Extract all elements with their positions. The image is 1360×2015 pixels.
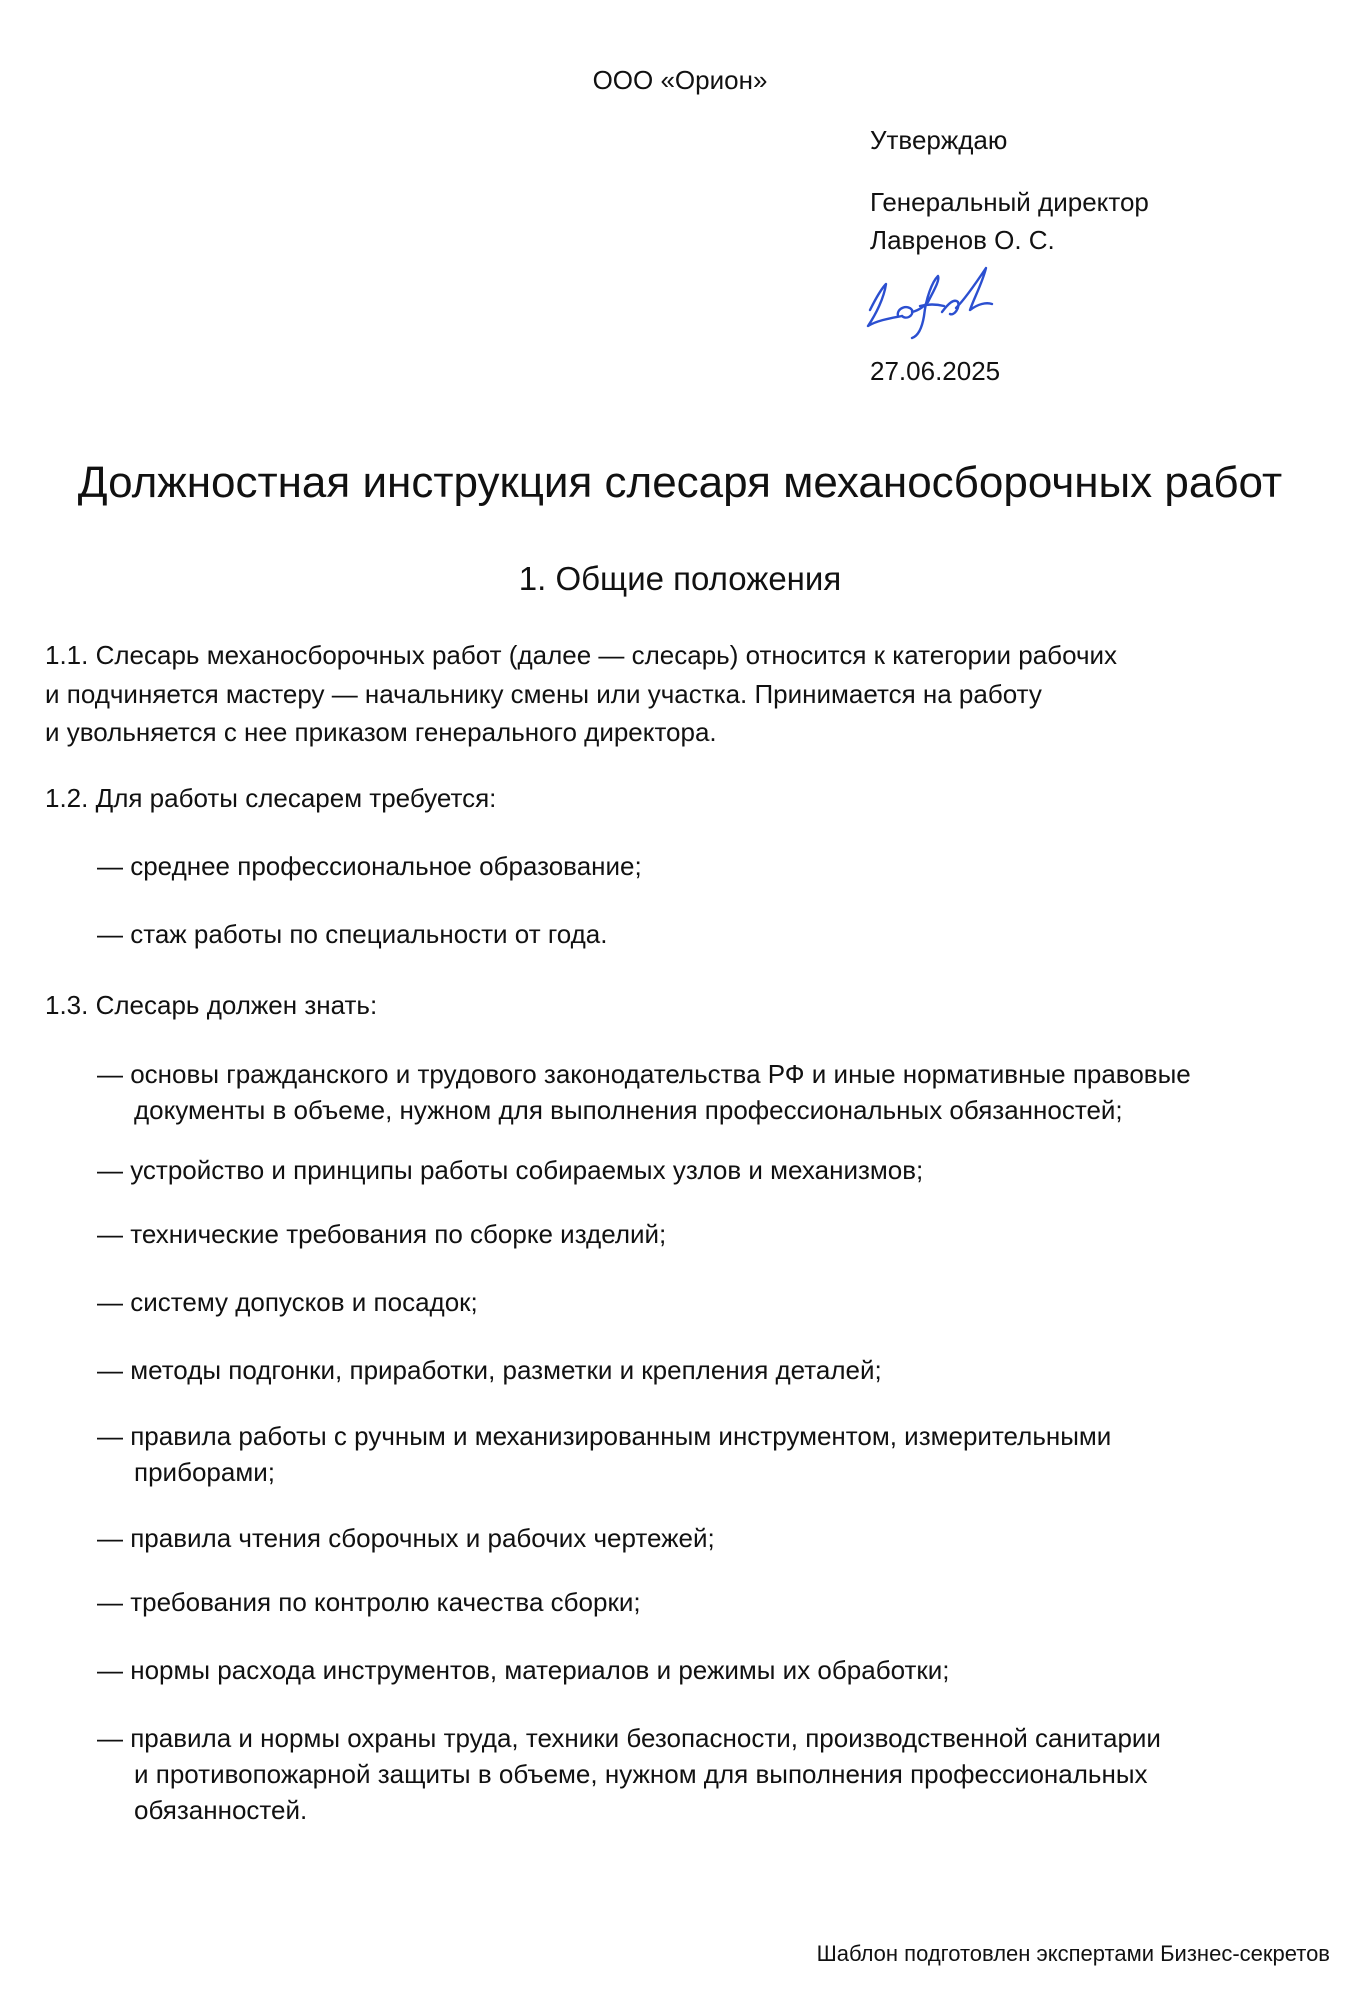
list-item <box>97 1720 1337 1828</box>
clause-heading: 1.3. Слесарь должен знать: <box>45 990 378 1020</box>
list-item-text: документы в объеме, нужном для выполнения профессиональных обязанностей; <box>134 1095 1123 1125</box>
list-item-text: — технические требования по сборке изделий; <box>97 1219 667 1249</box>
list-item <box>97 1216 1337 1252</box>
clause-heading: 1.2. Для работы слесарем требуется: <box>45 783 497 813</box>
list-item-text: — правила чтения сборочных и рабочих чертежей; <box>97 1523 715 1553</box>
clause-line: и увольняется с нее приказом генерального директора. <box>45 717 717 747</box>
clause-1-3 <box>45 986 1335 1025</box>
list-item <box>97 1652 1337 1688</box>
approval-name: Лавренов О. С. <box>870 225 1055 255</box>
list-item-text: — требования по контролю качества сборки; <box>97 1587 641 1617</box>
footer-note: Шаблон подготовлен экспертами Бизнес-секретов <box>816 1941 1330 1966</box>
list-item <box>97 1418 1337 1490</box>
list-item-text: — основы гражданского и трудового законодательства РФ и иные нормативные правовые <box>97 1059 1191 1089</box>
clause-1-2 <box>45 779 1335 818</box>
list-item <box>97 1352 1337 1388</box>
list-item-text: — среднее профессиональное образование; <box>97 851 642 881</box>
clause-line: и подчиняется мастеру — начальнику смены или участка. Принимается на работу <box>45 678 1042 709</box>
clause-1-1 <box>45 636 1335 752</box>
list-item-text: и противопожарной защиты в объеме, нужном для выполнения профессиональных <box>134 1759 1148 1789</box>
list-item-text: — систему допусков и посадок; <box>97 1287 478 1317</box>
list-item <box>97 1284 1337 1320</box>
section-title: 1. Общие положения <box>518 560 842 597</box>
organization-name: ООО «Орион» <box>592 65 768 95</box>
list-item-text: — правила работы с ручным и механизированным инструментом, измерительными <box>97 1421 1112 1451</box>
list-item-text: — стаж работы по специальности от года. <box>97 919 608 949</box>
list-item <box>97 916 1337 952</box>
list-item <box>97 1056 1337 1128</box>
document-title: Должностная инструкция слесаря механосборочных работ <box>77 458 1283 507</box>
approval-position: Генеральный директор <box>870 187 1149 217</box>
list-item <box>97 1584 1337 1620</box>
signature-icon <box>862 258 1012 348</box>
list-item-text: обязанностей. <box>134 1795 308 1825</box>
list-item-text: — нормы расхода инструментов, материалов и режимы их обработки; <box>97 1655 950 1685</box>
list-item-text: — устройство и принципы работы собираемых узлов и механизмов; <box>97 1155 924 1185</box>
list-item <box>97 1152 1337 1188</box>
list-item-text: приборами; <box>134 1457 275 1487</box>
list-item-text: — правила и нормы охраны труда, техники безопасности, производственной санитарии <box>97 1723 1161 1753</box>
list-item <box>97 1520 1337 1556</box>
approval-date-text: 27.06.2025 <box>870 356 1001 386</box>
list-item-text: — методы подгонки, приработки, разметки и крепления деталей; <box>97 1355 882 1385</box>
clause-line: 1.1. Слесарь механосборочных работ (далее — слесарь) относится к категории рабочих <box>45 640 1118 670</box>
approval-label-text: Утверждаю <box>870 125 1008 155</box>
approval-date <box>870 352 1330 390</box>
approval-signatory <box>870 183 1330 259</box>
list-item <box>97 848 1337 884</box>
approval-label <box>870 121 1330 159</box>
